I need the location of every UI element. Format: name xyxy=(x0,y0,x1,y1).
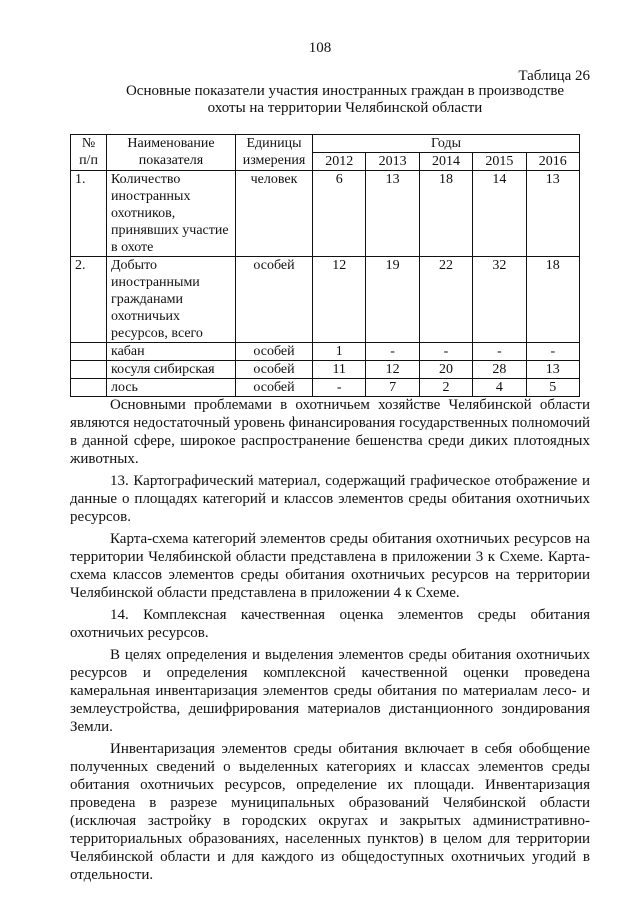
row-unit: особей xyxy=(236,361,313,379)
row-value: 13 xyxy=(526,171,579,257)
header-year: 2014 xyxy=(419,153,472,171)
row-unit: особей xyxy=(236,379,313,397)
row-name: лось xyxy=(107,379,236,397)
row-value: 18 xyxy=(526,257,579,343)
row-value: 13 xyxy=(526,361,579,379)
paragraph: 14. Комплексная качественная оценка элементов среды обитания охотничьих ресурсов. xyxy=(70,607,590,641)
table-label: Таблица 26 xyxy=(518,68,590,84)
table-title: Основные показатели участия иностранных граждан в производстве охоты на территории Челябинской области xyxy=(125,83,565,116)
table-row xyxy=(71,343,580,361)
row-num xyxy=(71,343,107,361)
paragraph: 13. Картографический материал, содержащий графическое отображение и данные о площадях категорий и классов элементов среды обитания охотничьих ресурсов. xyxy=(70,473,590,525)
row-name: кабан xyxy=(107,343,236,361)
row-value: 22 xyxy=(419,257,472,343)
row-value: - xyxy=(526,343,579,361)
row-value: 20 xyxy=(419,361,472,379)
row-num: 2. xyxy=(71,257,107,343)
row-value: 7 xyxy=(366,379,419,397)
paragraph: Карта-схема категорий элементов среды обитания охотничьих ресурсов на территории Челябинской области представлена в приложении 3 к Схеме. Карта-схема классов элементов среды обитания охотничьих ресурсов на территории Челябинской области представлена в приложении 4 к Схеме. xyxy=(70,531,590,601)
row-value: 11 xyxy=(313,361,366,379)
row-value: - xyxy=(473,343,526,361)
row-value: - xyxy=(313,379,366,397)
row-name: косуля сибирская xyxy=(107,361,236,379)
row-value: 5 xyxy=(526,379,579,397)
body-text xyxy=(70,396,590,888)
data-table xyxy=(70,134,580,397)
row-value: 18 xyxy=(419,171,472,257)
row-value: 12 xyxy=(366,361,419,379)
row-value: 19 xyxy=(366,257,419,343)
paragraph: Основными проблемами в охотничьем хозяйстве Челябинской области являются недостаточный уровень финансирования государственных полномочий в данной сфере, широкое распространение бешенства среди диких плотоядных животных. xyxy=(70,397,590,467)
header-year: 2016 xyxy=(526,153,579,171)
table-row xyxy=(71,361,580,379)
table-row xyxy=(71,171,580,257)
header-num: № п/п xyxy=(71,135,107,171)
paragraph: В целях определения и выделения элементов среды обитания охотничьих ресурсов и определения комплексной качественной оценки проведена камеральная инвентаризация элементов среды обитания по материалам лесо- и землеустройства, дешифрирования материалов дистанционного зондирования Земли. xyxy=(70,647,590,735)
table-header-row xyxy=(71,135,580,153)
row-value: 12 xyxy=(313,257,366,343)
row-num xyxy=(71,361,107,379)
row-value: 14 xyxy=(473,171,526,257)
header-years-group: Годы xyxy=(313,135,580,153)
row-value: 13 xyxy=(366,171,419,257)
header-units: Единицы измерения xyxy=(236,135,313,171)
row-unit: человек xyxy=(236,171,313,257)
row-value: 6 xyxy=(313,171,366,257)
header-year: 2015 xyxy=(473,153,526,171)
row-value: 28 xyxy=(473,361,526,379)
row-value: 32 xyxy=(473,257,526,343)
table-row xyxy=(71,257,580,343)
row-value: - xyxy=(366,343,419,361)
row-unit: особей xyxy=(236,343,313,361)
row-value: 1 xyxy=(313,343,366,361)
header-name: Наименование показателя xyxy=(107,135,236,171)
row-value: 4 xyxy=(473,379,526,397)
paragraph: Инвентаризация элементов среды обитания включает в себя обобщение полученных сведений о выделенных категориях и классах элементов среды обитания охотничьих ресурсов, определение их площади. Инвентаризация проведена в разрезе муниципальных образований Челябинской области (исключая застройку в городских округах и закрытых административно-территориальных образованиях, населенных пунктов) в целом для территории Челябинской области и для каждого из общедоступных охотничьих угодий в отдельности. xyxy=(70,741,590,883)
row-value: 2 xyxy=(419,379,472,397)
table-row xyxy=(71,379,580,397)
page-number: 108 xyxy=(308,40,332,56)
row-num xyxy=(71,379,107,397)
row-unit: особей xyxy=(236,257,313,343)
row-value: - xyxy=(419,343,472,361)
header-year: 2013 xyxy=(366,153,419,171)
row-name: Количество иностранных охотников, принявших участие в охоте xyxy=(107,171,236,257)
row-name: Добыто иностранными гражданами охотничьих ресурсов, всего xyxy=(107,257,236,343)
header-year: 2012 xyxy=(313,153,366,171)
row-num: 1. xyxy=(71,171,107,257)
